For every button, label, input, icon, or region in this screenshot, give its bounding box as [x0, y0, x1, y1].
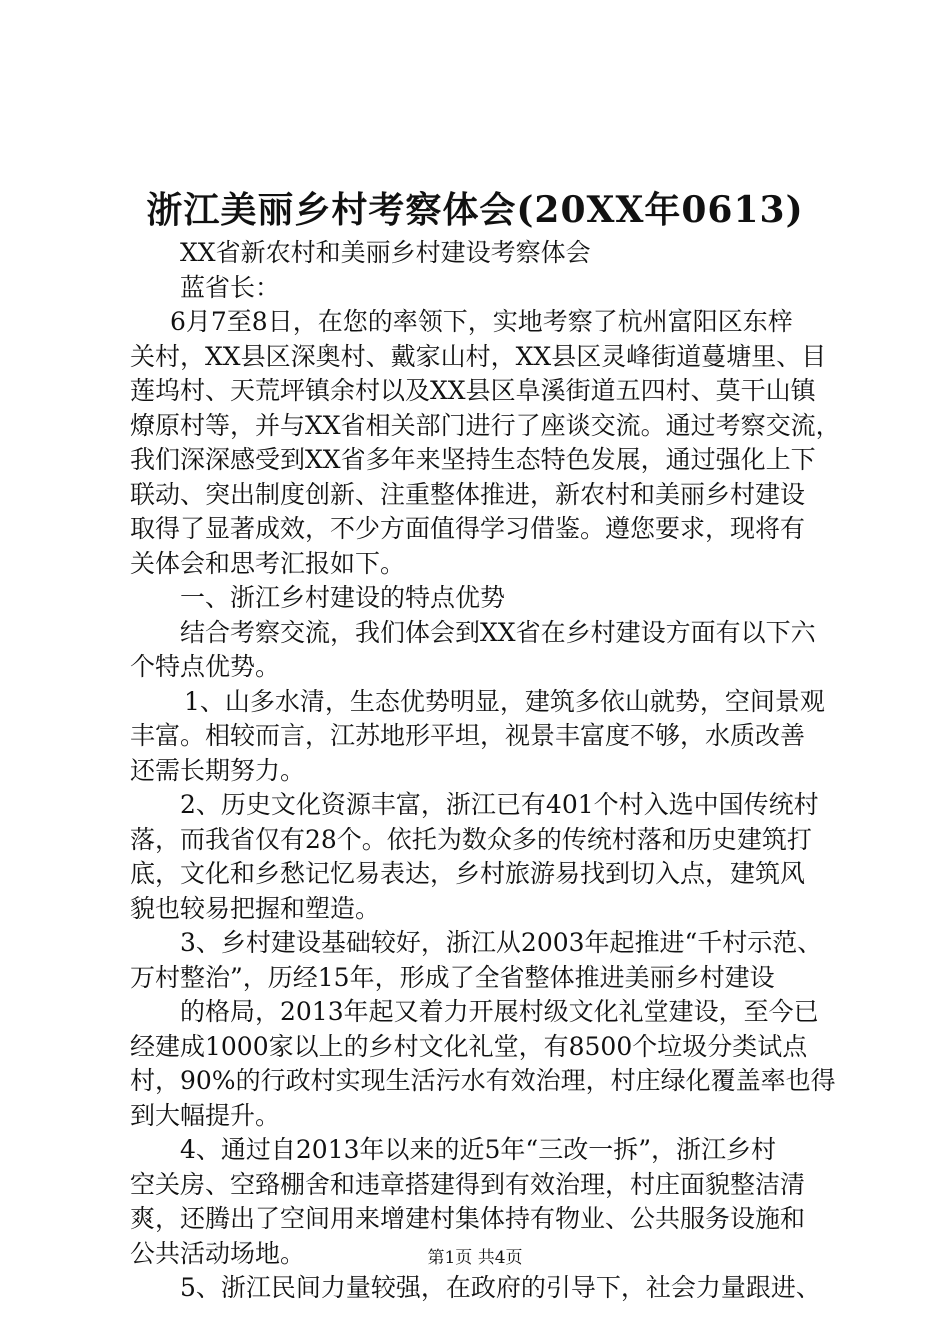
paragraph-line: 万村整治”，历经15年，形成了全省整体推进美丽乡村建设: [130, 962, 775, 992]
paragraph-line: 经建成1000家以上的乡村文化礼堂，有8500个垃圾分类试点: [130, 1031, 808, 1061]
paragraph-line: 空关房、空臵棚舍和违章搭建得到有效治理，村庄面貌整洁清: [130, 1169, 806, 1199]
page-footer: 第1页 共4页: [427, 1248, 523, 1268]
paragraph-line: 5、浙江民间力量较强，在政府的引导下，社会力量跟进、: [180, 1273, 821, 1302]
paragraph-line: 的格局，2013年起又着力开展村级文化礼堂建设，至今已: [180, 997, 819, 1026]
paragraph-line: 4、通过自2013年以来的近5年“三改一拆”，浙江乡村: [180, 1135, 776, 1164]
paragraph-line: 个特点优势。: [130, 652, 281, 681]
paragraph-line: 落，而我省仅有28个。依托为数众多的传统村落和历史建筑打: [130, 824, 812, 854]
paragraph-line: 关体会和思考汇报如下。: [130, 548, 406, 578]
salutation-line: 蓝省长：: [180, 272, 281, 302]
paragraph-line: 燎原村等，并与XX省相关部门进行了座谈交流。通过考察交流，: [130, 410, 841, 440]
document-body: [130, 236, 841, 1306]
document-title: 浙江美丽乡村考察体会(20XX年0613): [146, 189, 804, 231]
paragraph-line: 1、山多水清，生态优势明显，建筑多依山就势，空间景观: [184, 686, 825, 716]
paragraph-line: 爽，还腾出了空间用来增建村集体持有物业、公共服务设施和: [130, 1204, 806, 1233]
paragraph-line: 还需长期努力。: [130, 755, 306, 785]
paragraph-line: 取得了显著成效，不少方面值得学习借鉴。遵您要求，现将有: [130, 514, 806, 543]
paragraph-line: 村，90%的行政村实现生活污水有效治理，村庄绿化覆盖率也得: [130, 1066, 836, 1095]
subtitle-line: XX省新农村和美丽乡村建设考察体会: [180, 238, 591, 267]
paragraph-line: 联动、突出制度创新、注重整体推进，新农村和美丽乡村建设: [130, 479, 806, 509]
paragraph-line: 莲坞村、天荒坪镇余村以及XX县区阜溪街道五四村、莫干山镇: [130, 376, 816, 405]
paragraph-line: 底，文化和乡愁记忆易表达，乡村旅游易找到切入点，建筑风: [130, 859, 806, 888]
paragraph-line: 貌也较易把握和塑造。: [130, 893, 381, 923]
section-heading: 一、浙江乡村建设的特点优势: [180, 583, 506, 612]
paragraph-line: 关村，XX县区深奥村、戴家山村，XX县区灵峰街道蔓塘里、目: [130, 341, 827, 371]
paragraph-line: 3、乡村建设基础较好，浙江从2003年起推进“千村示范、: [180, 928, 823, 957]
paragraph-line: 我们深深感受到XX省多年来坚持生态特色发展，通过强化上下: [130, 445, 816, 474]
paragraph-line: 丰富。相较而言，江苏地形平坦，视景丰富度不够，水质改善: [130, 721, 806, 750]
paragraph-line: 到大幅提升。: [130, 1100, 281, 1130]
paragraph-line: 2、历史文化资源丰富，浙江已有401个村入选中国传统村: [180, 790, 819, 819]
paragraph-line: 公共活动场地。: [130, 1238, 306, 1268]
paragraph-line: 结合考察交流，我们体会到XX省在乡村建设方面有以下六: [180, 617, 816, 647]
paragraph-line: 6月7至8日，在您的率领下，实地考察了杭州富阳区东梓: [170, 307, 793, 336]
